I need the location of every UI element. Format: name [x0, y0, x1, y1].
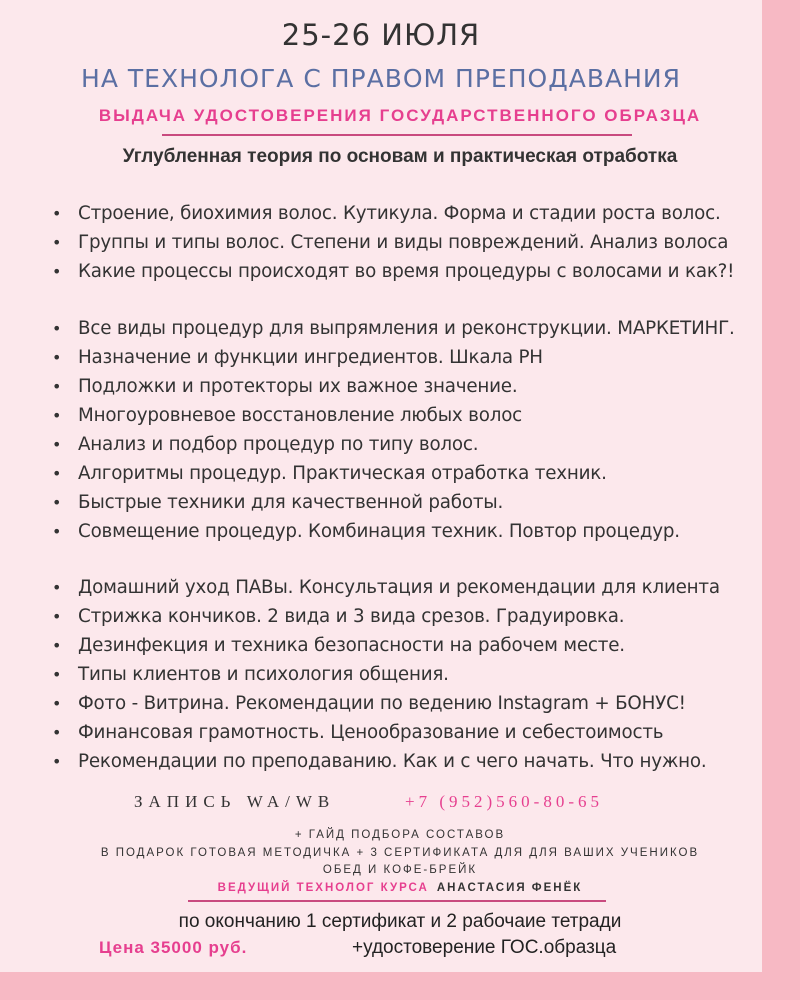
list-item-text: Группы и типы волос. Степени и виды повреждений. Анализ волоса [78, 232, 729, 253]
lead-label: ВЕДУЩИЙ ТЕХНОЛОГ КУРСА [217, 882, 429, 894]
list-item [52, 722, 663, 743]
list-item-text: Подложки и протекторы их важное значение. [78, 376, 518, 397]
list-item [52, 492, 503, 513]
list-item [52, 463, 607, 484]
lead-underline [188, 900, 606, 902]
lead-name: АНАСТАСИЯ ФЕНЁК [436, 882, 583, 894]
bonus-line: В ПОДАРОК ГОТОВАЯ МЕТОДИЧКА + 3 СЕРТИФИКАТА ДЛЯ ДЛЯ ВАШИХ УЧЕНИКОВ [100, 847, 700, 859]
list-item-text: Быстрые техники для качественной работы. [78, 492, 504, 513]
bullet-icon: • [52, 493, 62, 512]
bullet-icon: • [52, 607, 62, 626]
list-item [52, 434, 478, 455]
list-item [52, 751, 707, 772]
bullet-icon: • [52, 522, 62, 541]
list-item-text: Стрижка кончиков. 2 вида и 3 вида срезов. Градуировка. [78, 606, 625, 627]
list-item [52, 635, 625, 656]
list-item-text: Все виды процедур для выпрямления и реконструкции. МАРКЕТИНГ. [78, 318, 735, 339]
list-item-text: Финансовая грамотность. Ценообразование и себестоимость [78, 722, 664, 743]
list-item-text: Назначение и функции ингредиентов. Шкала PH [78, 347, 543, 368]
lead-trainer [0, 882, 800, 894]
list-item-text: Совмещение процедур. Комбинация техник. Повтор процедур. [78, 521, 680, 542]
certificate-note: +удостоверение ГОС.образца [352, 937, 617, 958]
license-underline [162, 134, 632, 136]
phone-number[interactable]: +7 (952)560-80-65 [405, 792, 603, 811]
bullet-icon: • [52, 578, 62, 597]
list-item-text: Анализ и подбор процедур по типу волос. [78, 434, 479, 455]
completion-note: по окончанию 1 сертификат и 2 рабочаие тетради [178, 911, 622, 932]
list-item-text: Какие процессы происходят во время процедуры с волосами и как?! [78, 261, 735, 282]
bullet-icon: • [52, 262, 62, 281]
bullet-icon: • [52, 723, 62, 742]
list-item-text: Алгоритмы процедур. Практическая отработка техник. [78, 463, 607, 484]
bullet-icon: • [52, 377, 62, 396]
list-item [52, 347, 543, 368]
bullet-icon: • [52, 665, 62, 684]
list-item [52, 203, 721, 224]
bonus-line: + ГАЙД ПОДБОРА СОСТАВОВ [294, 829, 506, 841]
intro-heading: Углубленная теория по основам и практическая отработка [122, 146, 678, 167]
list-item [52, 376, 517, 397]
list-item-text: Фото - Витрина. Рекомендации по ведению Instagram + БОНУС! [78, 693, 686, 714]
list-item-text: Домашний уход ПАВы. Консультация и рекомендации для клиента [78, 577, 720, 598]
signup-label: ЗАПИСЬ WA/WB [134, 792, 336, 811]
list-item [52, 664, 449, 685]
list-item [52, 521, 680, 542]
bullet-icon: • [52, 464, 62, 483]
bullet-icon: • [52, 435, 62, 454]
list-item [52, 232, 728, 253]
list-item [52, 693, 686, 714]
price-label: Цена 35000 руб. [99, 938, 248, 957]
bullet-icon: • [52, 348, 62, 367]
license-heading: ВЫДАЧА УДОСТОВЕРЕНИЯ ГОСУДАРСТВЕННОГО ОБРАЗЦА [98, 106, 702, 125]
list-item-text: Типы клиентов и психология общения. [78, 664, 449, 685]
course-subtitle: НА ТЕХНОЛОГА С ПРАВОМ ПРЕПОДАВАНИЯ [81, 64, 681, 93]
bullet-icon: • [52, 406, 62, 425]
list-item-text: Дезинфекция и техника безопасности на рабочем месте. [78, 635, 625, 656]
bullet-icon: • [52, 319, 62, 338]
list-item-text: Многоуровневое восстановление любых волос [78, 405, 523, 426]
list-item-text: Рекомендации по преподаванию. Как и с чего начать. Что нужно. [78, 751, 707, 772]
list-item [52, 606, 624, 627]
bullet-icon: • [52, 636, 62, 655]
list-item [52, 405, 522, 426]
bullet-icon: • [52, 204, 62, 223]
event-date: 25-26 ИЮЛЯ [281, 18, 481, 52]
list-item-text: Строение, биохимия волос. Кутикула. Форма и стадии роста волос. [78, 203, 721, 224]
list-item [52, 577, 720, 598]
bullet-icon: • [52, 752, 62, 771]
list-item [52, 261, 734, 282]
bullet-icon: • [52, 233, 62, 252]
bonus-line: ОБЕД И КОФЕ-БРЕЙК [322, 864, 478, 876]
list-item [52, 318, 735, 339]
bullet-icon: • [52, 694, 62, 713]
